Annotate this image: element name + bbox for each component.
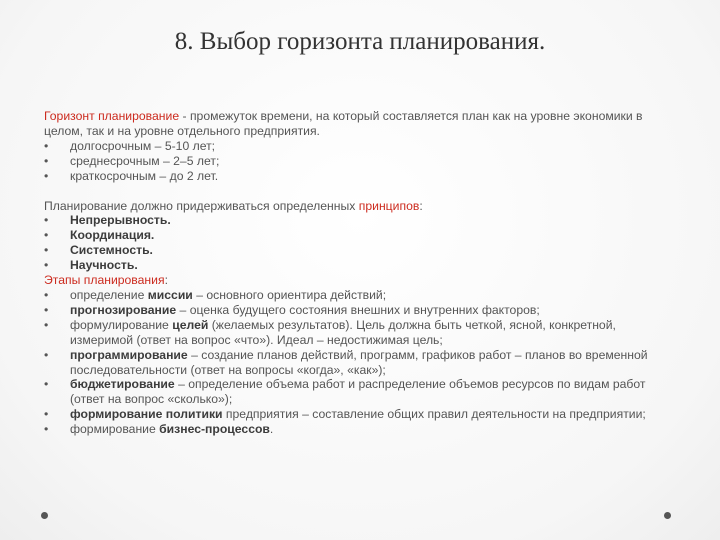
stage-item: • бюджетирование – определение объема работ и распределение объемов ресурсов по видам работ (ответ на вопрос «сколько»); <box>44 377 646 407</box>
principle-item: • Научность. <box>44 258 138 273</box>
stage-item: • прогнозирование – оценка будущего состояния внешних и внутренних факторов; <box>44 302 540 317</box>
decorative-dot-left <box>41 512 48 519</box>
stages-heading: Этапы планирования: <box>44 273 168 288</box>
horizon-term: Горизонт планирование <box>44 109 180 123</box>
stage-item: • программирование – создание планов действий, программ, графиков работ – планов во временной последовательности (ответ на вопросы «когда», «как»); <box>44 347 648 377</box>
principle-item: • Координация. <box>44 228 155 243</box>
slide-title: 8. Выбор горизонта планирования. <box>174 28 546 55</box>
horizon-item: • краткосрочным – до 2 лет. <box>44 168 219 183</box>
bullet: • <box>44 243 49 258</box>
principle-item: • Системность. <box>44 243 153 258</box>
decorative-dot-right <box>664 512 671 519</box>
bullet: • <box>44 347 49 362</box>
bullet: • <box>44 168 49 183</box>
stage-item: • формирование политики предприятия – составление общих правил деятельности на предприятии; <box>44 407 646 422</box>
stage-item: • формулирование целей (желаемых результатов). Цель должна быть четкой, ясной, конкретной, измеримой (ответ на вопрос «что»). Идеал – недостижимая цель; <box>44 317 616 347</box>
bullet: • <box>44 302 49 317</box>
stage-item: • формирование бизнес-процессов. <box>44 422 274 437</box>
principle-item: • Непрерывность. <box>44 213 171 228</box>
horizon-definition-text: промежуток времени, на который составляется план как на уровне экономики в целом, так и на уровне отдельного предприятия. <box>44 109 643 138</box>
horizon-item: • среднесрочным – 2–5 лет; <box>44 153 220 168</box>
bullet: • <box>44 287 49 302</box>
bullet: • <box>44 407 49 422</box>
stage-item: • определение миссии – основного ориентира действий; <box>44 287 387 302</box>
bullet: • <box>44 422 49 437</box>
bullet: • <box>44 138 49 153</box>
slide-body <box>44 109 680 437</box>
bullet: • <box>44 317 49 332</box>
bullet: • <box>44 228 49 243</box>
horizon-definition: Горизонт планирование - промежуток времени, на который составляется план как на уровне экономики в целом, так и на уровне отдельного предприятия. <box>44 109 643 138</box>
bullet: • <box>44 213 49 228</box>
principles-term: принципов <box>358 198 420 213</box>
principles-intro: Планирование должно придерживаться определенных принципов: <box>44 198 423 213</box>
bullet: • <box>44 377 49 392</box>
bullet: • <box>44 258 49 273</box>
bullet: • <box>44 153 49 168</box>
horizon-item: • долгосрочным – 5-10 лет; <box>44 138 216 153</box>
stages-term: Этапы планирования <box>44 273 165 288</box>
